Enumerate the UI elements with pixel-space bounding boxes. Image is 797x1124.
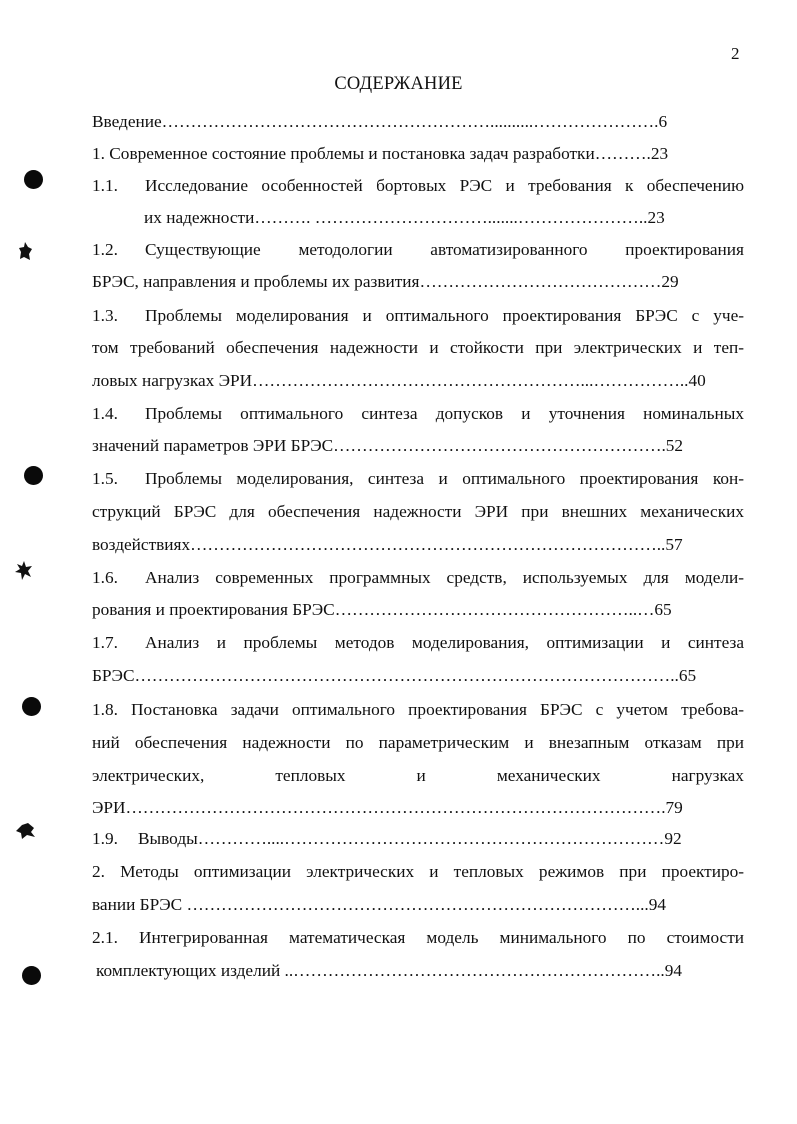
toc-line-text: Анализ современных программных средств, используемых для модели-	[145, 568, 744, 587]
toc-word: тепловых	[275, 766, 346, 785]
toc-line-text: 1. Современное состояние проблемы и постановка задач разработки……….23	[92, 144, 669, 163]
toc-line-text: комплектующих изделий ..………………………………………………………..94	[96, 961, 683, 980]
toc-line-text: 2.1. Интегрированная математическая модель минимального по стоимости	[92, 928, 744, 947]
toc-word: электрических,	[92, 766, 205, 785]
toc-entry-1-6-cont	[92, 597, 744, 623]
toc-line-text: БРЭС, направления и проблемы их развития……………………………………29	[92, 272, 679, 291]
toc-line-text: 2. Методы оптимизации электрических и тепловых режимов при проектиро-	[92, 862, 744, 881]
toc-entry-1-3-cont2	[92, 368, 744, 394]
scan-speck-mark	[18, 240, 34, 262]
toc-num: 1.7.	[92, 633, 118, 652]
toc-num: 1.4.	[92, 404, 118, 423]
toc-line-text: ловых нагрузках ЭРИ…………………………………………………...……………..40	[92, 371, 706, 390]
toc-num: 1.2.	[92, 240, 118, 259]
toc-entry-1-2	[92, 237, 744, 263]
toc-word: нагрузках	[671, 766, 744, 785]
toc-num: 1.6.	[92, 568, 118, 587]
toc-entry-2-cont	[92, 892, 744, 918]
toc-num: 1.1.	[92, 176, 118, 195]
binding-hole	[22, 966, 41, 985]
toc-line-text: Выводы…………....…………………………………………………………92	[138, 829, 682, 848]
toc-num: 1.3.	[92, 306, 118, 325]
toc-entry-1-3	[92, 303, 744, 329]
toc-entry-1-8	[92, 697, 744, 723]
toc-entry-2-1-cont	[96, 958, 744, 984]
toc-num: 1.5.	[92, 469, 118, 488]
toc-entry-1-8-cont	[92, 730, 744, 756]
toc-line-text: том требований обеспечения надежности и стойкости при электрических и теп-	[92, 338, 744, 357]
toc-entry-1	[92, 141, 742, 167]
toc-line-text: БРЭС…………………………………………………………………………………..65	[92, 666, 697, 685]
toc-line-text: рования и проектирования БРЭС……………………………………………..…65	[92, 600, 672, 619]
toc-word: механических	[496, 766, 601, 785]
toc-entry-1-7-cont	[92, 663, 744, 689]
toc-line-text: значений параметров ЭРИ БРЭС………………………………………………….52	[92, 436, 684, 455]
toc-line-text: Исследование особенностей бортовых РЭС и требования к обеспечению	[145, 176, 744, 195]
toc-entry-1-3-cont	[92, 335, 744, 361]
toc-entry-1-4-cont	[92, 433, 744, 459]
toc-entry-introduction	[92, 109, 744, 135]
scan-speck-mark	[14, 560, 34, 582]
toc-entry-1-9	[92, 826, 744, 852]
toc-num: 1.9.	[92, 829, 118, 848]
toc-entry-1-5	[92, 466, 744, 492]
toc-entry-2-1	[92, 925, 744, 951]
page-title: СОДЕРЖАНИЕ	[334, 74, 463, 94]
toc-entry-1-1	[92, 173, 744, 199]
toc-line-text: Введение…………………………………………………..........………………….6	[92, 112, 668, 131]
toc-line-text: ний обеспечения надежности по параметрическим и внезапным отказам при	[92, 733, 744, 752]
toc-word: и	[416, 766, 426, 785]
toc-line-text: струкций БРЭС для обеспечения надежности ЭРИ при внешних механических	[92, 502, 744, 521]
toc-entry-1-5-cont2	[92, 532, 744, 558]
toc-line-text: Анализ и проблемы методов моделирования, оптимизации и синтеза	[145, 633, 744, 652]
page-number: 2	[731, 44, 740, 63]
toc-entry-1-5-cont	[92, 499, 744, 525]
toc-entry-1-1-cont	[144, 205, 744, 231]
toc-entry-2	[92, 859, 744, 885]
toc-line-text: ЭРИ………………………………………………………………………………….79	[92, 798, 683, 817]
toc-entry-1-7	[92, 630, 744, 656]
toc-entry-1-2-cont	[92, 269, 744, 295]
scan-speck-mark	[14, 822, 36, 840]
binding-hole	[22, 697, 41, 716]
toc-line-text: их надежности………. ………………………….......…………………..23	[144, 208, 665, 227]
toc-entry-1-8-cont3	[92, 795, 744, 821]
toc-line-text: Существующие методологии автоматизированного проектирования	[145, 240, 744, 259]
toc-entry-1-6	[92, 565, 744, 591]
binding-hole	[24, 466, 43, 485]
toc-line-text: воздействиях………………………………………………………………………..57	[92, 535, 683, 554]
toc-line-text: Проблемы оптимального синтеза допусков и уточнения номинальных	[145, 404, 744, 423]
toc-line-text: вании БРЭС ……………………………………………………………………...94	[92, 895, 667, 914]
toc-line-text: Проблемы моделирования и оптимального проектирования БРЭС с уче-	[145, 306, 744, 325]
toc-line-text: Проблемы моделирования, синтеза и оптимального проектирования кон-	[145, 469, 744, 488]
toc-entry-1-8-cont2	[92, 763, 744, 789]
toc-line-text: 1.8. Постановка задачи оптимального проектирования БРЭС с учетом требова-	[92, 700, 744, 719]
toc-entry-1-4	[92, 401, 744, 427]
binding-hole	[24, 170, 43, 189]
